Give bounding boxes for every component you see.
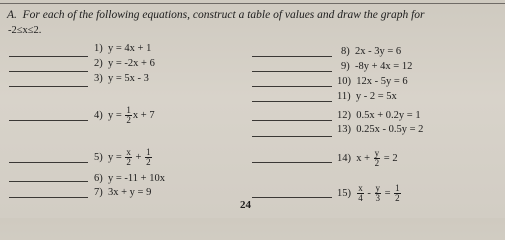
equation: 0.25x - 0.5y = 2 — [356, 124, 424, 135]
question-4 — [94, 106, 155, 125]
answer-blank-5[interactable] — [9, 162, 88, 163]
answer-blank-11[interactable] — [252, 101, 332, 102]
question-15 — [337, 184, 402, 203]
question-13 — [337, 124, 423, 136]
question-number: 6) — [94, 173, 103, 184]
numerator: y — [374, 148, 380, 158]
question-number: 10) — [337, 76, 351, 87]
equation-part: x + 7 — [132, 109, 155, 121]
page-number: 24 — [240, 199, 251, 211]
equation: -8y + 4x = 12 — [355, 61, 413, 72]
answer-blank-1[interactable] — [9, 56, 88, 57]
question-10 — [337, 76, 408, 88]
denominator: 3 — [375, 193, 380, 203]
denominator: 2 — [374, 158, 380, 168]
equation-part: y = — [108, 109, 122, 121]
question-12 — [337, 110, 421, 122]
question-8 — [341, 46, 401, 58]
equation: 0.5x + 0.2y = 1 — [356, 110, 421, 121]
question-14 — [337, 149, 398, 168]
numerator: x — [126, 147, 131, 157]
numerator: x — [358, 183, 363, 193]
question-number: 11) — [337, 91, 351, 102]
section-label: A. — [7, 9, 17, 21]
answer-blank-9[interactable] — [252, 71, 332, 72]
operator: - — [367, 187, 371, 199]
question-5 — [94, 148, 153, 167]
equation-part: x + — [356, 152, 371, 164]
question-number: 2) — [94, 58, 103, 69]
question-6 — [94, 173, 165, 185]
question-9 — [341, 61, 412, 73]
question-7 — [94, 187, 151, 199]
numerator: y — [375, 183, 380, 193]
answer-blank-14[interactable] — [252, 162, 332, 163]
answer-blank-2[interactable] — [9, 71, 88, 72]
question-number: 12) — [337, 110, 351, 121]
fraction — [374, 149, 381, 168]
answer-blank-10[interactable] — [252, 86, 332, 87]
question-11 — [337, 91, 397, 103]
question-number: 14) — [337, 152, 351, 164]
fraction — [375, 184, 382, 203]
operator: = — [384, 187, 391, 199]
numerator: 1 — [146, 147, 151, 157]
answer-blank-13[interactable] — [252, 136, 332, 137]
question-number: 3) — [94, 73, 103, 84]
top-rule — [0, 3, 505, 4]
equation-part: = 2 — [383, 152, 398, 164]
denominator: 2 — [126, 115, 131, 125]
question-number: 9) — [341, 61, 350, 72]
equation: 3x + y = 9 — [108, 187, 152, 198]
equation: y - 2 = 5x — [355, 91, 397, 102]
question-number: 8) — [341, 46, 350, 57]
answer-blank-7[interactable] — [9, 197, 88, 198]
fraction — [125, 148, 132, 167]
equation: y = 5x - 3 — [108, 73, 149, 84]
question-number: 15) — [337, 187, 351, 199]
equation: y = 4x + 1 — [108, 43, 152, 54]
answer-blank-8[interactable] — [252, 56, 332, 57]
equation: y = -11 + 10x — [108, 173, 165, 184]
domain-condition: -2≤x≤2. — [8, 25, 42, 36]
denominator: 2 — [395, 193, 400, 203]
question-2 — [94, 58, 155, 70]
answer-blank-15[interactable] — [252, 197, 332, 198]
question-number: 5) — [94, 151, 103, 163]
question-number: 4) — [94, 109, 103, 121]
equation: y = -2x + 6 — [108, 58, 155, 69]
denominator: 2 — [146, 157, 151, 167]
fraction — [125, 106, 132, 125]
numerator: 1 — [126, 105, 131, 115]
question-number: 7) — [94, 187, 103, 198]
question-1 — [94, 43, 151, 55]
fraction — [145, 148, 152, 167]
equation: 2x - 3y = 6 — [355, 46, 402, 57]
answer-blank-6[interactable] — [9, 181, 88, 182]
fraction — [357, 184, 364, 203]
operator: + — [135, 151, 142, 163]
question-3 — [94, 73, 149, 85]
fraction — [394, 184, 401, 203]
equation-part: y = — [108, 151, 122, 163]
answer-blank-4[interactable] — [9, 120, 88, 121]
question-number: 1) — [94, 43, 103, 54]
answer-blank-3[interactable] — [9, 86, 88, 87]
answer-blank-12[interactable] — [252, 120, 332, 121]
equation: 12x - 5y = 6 — [356, 76, 408, 87]
numerator: 1 — [395, 183, 400, 193]
instruction-line — [7, 9, 501, 22]
question-number: 13) — [337, 124, 351, 135]
instruction-text: For each of the following equations, construct a table of values and draw the graph for — [22, 9, 425, 21]
denominator: 2 — [126, 157, 131, 167]
denominator: 4 — [358, 193, 363, 203]
